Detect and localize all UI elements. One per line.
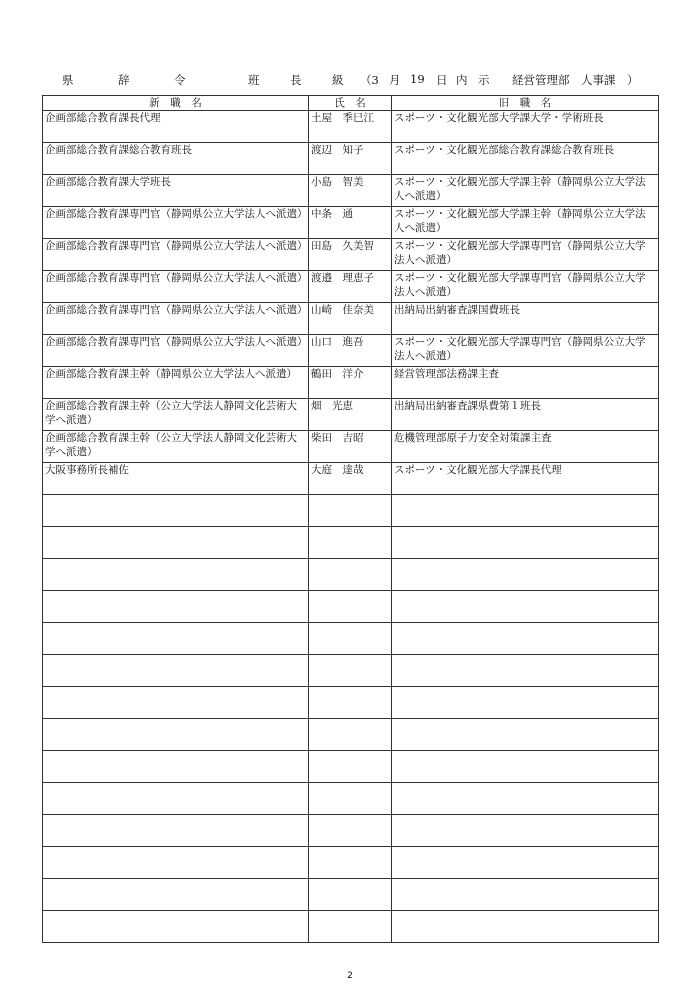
empty-row: [43, 847, 659, 879]
old-post-cell: スポーツ・文化観光部総合教育課総合教育班長: [392, 143, 659, 175]
table-row: [43, 335, 659, 367]
empty-row: [43, 879, 659, 911]
empty-row: [43, 687, 659, 719]
old-post-cell: 危機管理部原子力安全対策課主査: [392, 431, 659, 463]
old-post-cell: 経営管理部法務課主査: [392, 367, 659, 399]
new-post-cell: 企画部総合教育課主幹（公立大学法人静岡文化芸術大学へ派遣）: [43, 399, 309, 431]
new-post-cell: 企画部総合教育課専門官（静岡県公立大学法人へ派遣）: [43, 335, 309, 367]
header-day-num: 19: [410, 72, 425, 86]
old-post-cell: スポーツ・文化観光部大学課長代理: [392, 463, 659, 495]
empty-row: [43, 559, 659, 591]
old-post-cell: 出納局出納審査課国費班長: [392, 303, 659, 335]
header-month: 月: [389, 73, 401, 87]
header-ji2: 示: [478, 73, 490, 87]
name-cell: 山崎 佳奈美: [309, 303, 392, 335]
name-cell: 田島 久美智: [309, 239, 392, 271]
name-cell: 大庭 達哉: [309, 463, 392, 495]
old-post-cell: 出納局出納審査課県費第１班長: [392, 399, 659, 431]
name-cell: 鶴田 洋介: [309, 367, 392, 399]
page-number: 2: [347, 971, 353, 981]
new-post-cell: 企画部総合教育課主幹（静岡県公立大学法人へ派遣）: [43, 367, 309, 399]
new-post-cell: 大阪事務所長補佐: [43, 463, 309, 495]
name-cell: 中条 通: [309, 207, 392, 239]
table-row: [43, 463, 659, 495]
header-kyu: 級: [332, 73, 344, 87]
header-ken: 県: [62, 73, 74, 87]
name-cell: 山口 進吾: [309, 335, 392, 367]
table-row: [43, 399, 659, 431]
old-post-cell: スポーツ・文化観光部大学課専門官（静岡県公立大学法人へ派遣）: [392, 239, 659, 271]
old-post-cell: スポーツ・文化観光部大学課主幹（静岡県公立大学法人へ派遣）: [392, 175, 659, 207]
header-nai: 内: [456, 73, 468, 87]
empty-row: [43, 719, 659, 751]
empty-row: [43, 591, 659, 623]
empty-row: [43, 623, 659, 655]
table-row: [43, 111, 659, 143]
new-post-cell: 企画部総合教育課専門官（静岡県公立大学法人へ派遣）: [43, 239, 309, 271]
new-post-cell: 企画部総合教育課専門官（静岡県公立大学法人へ派遣）: [43, 271, 309, 303]
document-header: [0, 72, 700, 90]
table-row: [43, 175, 659, 207]
header-dept: 経営管理部 人事課 ）: [512, 73, 639, 87]
table-row: [43, 303, 659, 335]
column-old-post: 旧 職 名: [392, 96, 659, 111]
header-ji: 辞: [118, 73, 130, 87]
table-header-row: [43, 96, 659, 111]
old-post-cell: スポーツ・文化観光部大学課専門官（静岡県公立大学法人へ派遣）: [392, 335, 659, 367]
name-cell: 渡邉 理恵子: [309, 271, 392, 303]
name-cell: 畑 光恵: [309, 399, 392, 431]
new-post-cell: 企画部総合教育課総合教育班長: [43, 143, 309, 175]
new-post-cell: 企画部総合教育課専門官（静岡県公立大学法人へ派遣）: [43, 207, 309, 239]
table-row: [43, 367, 659, 399]
new-post-cell: 企画部総合教育課専門官（静岡県公立大学法人へ派遣）: [43, 303, 309, 335]
old-post-cell: スポーツ・文化観光部大学課主幹（静岡県公立大学法人へ派遣）: [392, 207, 659, 239]
empty-row: [43, 655, 659, 687]
new-post-cell: 企画部総合教育課主幹（公立大学法人静岡文化芸術大学へ派遣）: [43, 431, 309, 463]
header-paren: （3: [360, 73, 379, 87]
table-row: [43, 239, 659, 271]
table-body: [43, 111, 659, 943]
header-cho: 長: [290, 73, 302, 87]
header-rei: 令: [174, 73, 186, 87]
old-post-cell: スポーツ・文化観光部大学課専門官（静岡県公立大学法人へ派遣）: [392, 271, 659, 303]
empty-row: [43, 527, 659, 559]
name-cell: 渡辺 知子: [309, 143, 392, 175]
empty-row: [43, 911, 659, 943]
empty-row: [43, 751, 659, 783]
table-row: [43, 143, 659, 175]
column-new-post: 新 職 名: [43, 96, 309, 111]
table-row: [43, 431, 659, 463]
name-cell: 小島 智美: [309, 175, 392, 207]
empty-row: [43, 815, 659, 847]
table-row: [43, 271, 659, 303]
new-post-cell: 企画部総合教育課大学班長: [43, 175, 309, 207]
old-post-cell: スポーツ・文化観光部大学課大学・学術班長: [392, 111, 659, 143]
new-post-cell: 企画部総合教育課長代理: [43, 111, 309, 143]
personnel-table: [42, 95, 659, 943]
header-han: 班: [248, 73, 260, 87]
empty-row: [43, 783, 659, 815]
name-cell: 柴田 吉昭: [309, 431, 392, 463]
empty-row: [43, 495, 659, 527]
table-row: [43, 207, 659, 239]
name-cell: 土屋 季巳江: [309, 111, 392, 143]
header-day: 日: [436, 73, 448, 87]
column-name: 氏 名: [309, 96, 392, 111]
